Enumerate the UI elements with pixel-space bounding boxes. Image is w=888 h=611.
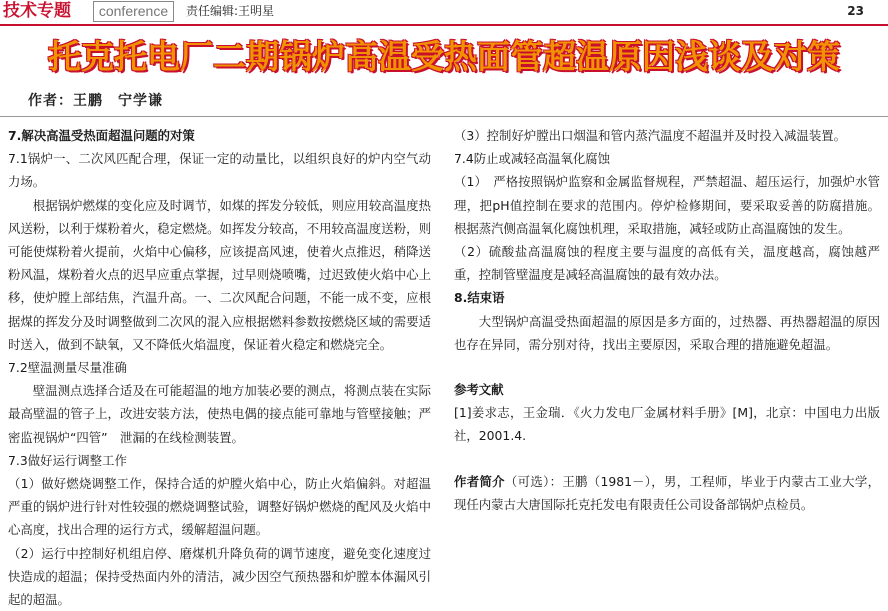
spacer xyxy=(454,448,880,470)
spacer xyxy=(454,356,880,378)
paragraph: 根据锅炉燃煤的变化应及时调节，如煤的挥发分较低，则应用较高温度热风送粉，以利于煤粉着火，稳定燃烧。如挥发分较高，不用较高温度送粉，则可能使煤粉着火提前，火焰中心偏移，应该提高风速，使着火点推迟，稍降送粉风温，煤粉着火点的迟早应重点掌握，过早则烧喷嘴，过迟致使火焰中心上移，使炉膛上部结焦，汽温升高。一、二次风配合问题，不能一成不变，应根据煤的挥发分及时调整做到二次风的混入应根据燃料参数按燃烧区域的需要适时送入，做到不缺氧，又不降低火焰温度，保证着火稳定和燃烧完全。 xyxy=(8,197,431,352)
paragraph: 8.结束语 xyxy=(454,290,505,306)
paragraph: 壁温测点选择合适及在可能超温的地方加装必要的测点，将测点装在实际最高壁温的管子上，改进安装方法，使热电偶的接点能可靠地与管壁接触；严密监视锅炉“四管” 泄漏的在线检测装置。 xyxy=(8,383,431,445)
paragraph: 7.3做好运行调整工作 xyxy=(8,452,127,468)
paragraph: （1） 严格按照锅炉监察和金属监督规程，严禁超温、超压运行，加强炉水管理，把pH值控制在要求的范围内。停炉检修期间，要采取妥善的防腐措施。根据蒸汽侧高温氧化腐蚀机理，采取措施，减轻或防止高温腐蚀的发生。 xyxy=(454,174,880,236)
title-divider xyxy=(0,116,888,117)
paragraph: （2）硫酸盐高温腐蚀的程度主要与温度的高低有关，温度越高，腐蚀越严重，控制管壁温度是减轻高温腐蚀的最有效办法。 xyxy=(454,244,880,283)
paragraph: 7.解决高温受热面超温问题的对策 xyxy=(8,128,195,143)
paragraph xyxy=(454,470,880,516)
paragraph: 参考文献 xyxy=(454,382,504,398)
paragraph: （3）控制好炉膛出口烟温和管内蒸汽温度不超温并及时投入减温装置。 xyxy=(454,128,846,143)
paragraph: 7.4防止或减轻高温氧化腐蚀 xyxy=(454,151,611,167)
paragraph: 7.1锅炉一、二次风匹配合理，保证一定的动量比，以组织良好的炉内空气动力场。 xyxy=(8,151,431,190)
bio-label: 作者简介 xyxy=(454,473,505,489)
conference-label: conference xyxy=(93,1,174,22)
section-label: 技术专题 xyxy=(0,0,95,22)
paragraph: 大型锅炉高温受热面超温的原因是多方面的，过热器、再热器超温的原因也存在异同，需分别对待，找出主要原因，采取合理的措施避免超温。 xyxy=(454,313,880,352)
page-number: 23 xyxy=(847,4,864,18)
right-column xyxy=(454,124,880,516)
article-title: 托克托电厂二期锅炉高温受热面管超温原因浅谈及对策 xyxy=(48,37,840,76)
bio-text: （可选）：王鹏（1981－），男，工程师，毕业于内蒙古工业大学，现任内蒙古大唐国际托克托发电有限责任公司设备部锅炉点检员。 xyxy=(454,473,880,512)
paragraph: 7.2壁温测量尽量准确 xyxy=(8,360,127,376)
paragraph: （1）做好燃烧调整工作，保持合适的炉膛火焰中心，防止火焰偏斜。对超温严重的锅炉进行针对性较强的燃烧调整试验，调整好锅炉燃烧的配风及火焰中心高度，找出合理的运行方式，缓解超温问题。 xyxy=(8,476,431,538)
editor-credit: 责任编辑:王明星 xyxy=(186,4,275,18)
left-column xyxy=(8,124,431,611)
paragraph: （2）运行中控制好机组启停、磨煤机升降负荷的调节速度，避免变化速度过快造成的超温；保持受热面内外的清洁，减少因空气预热器和炉膛本体漏风引起的超温。 xyxy=(8,545,431,608)
article-authors: 作者：王鹏 宁学谦 xyxy=(28,93,163,109)
header-bar xyxy=(0,0,888,26)
paragraph: [1]姜求志，王金瑞．《火力发电厂金属材料手册》[M]，北京：中国电力出版社，2001.4. xyxy=(454,405,880,444)
